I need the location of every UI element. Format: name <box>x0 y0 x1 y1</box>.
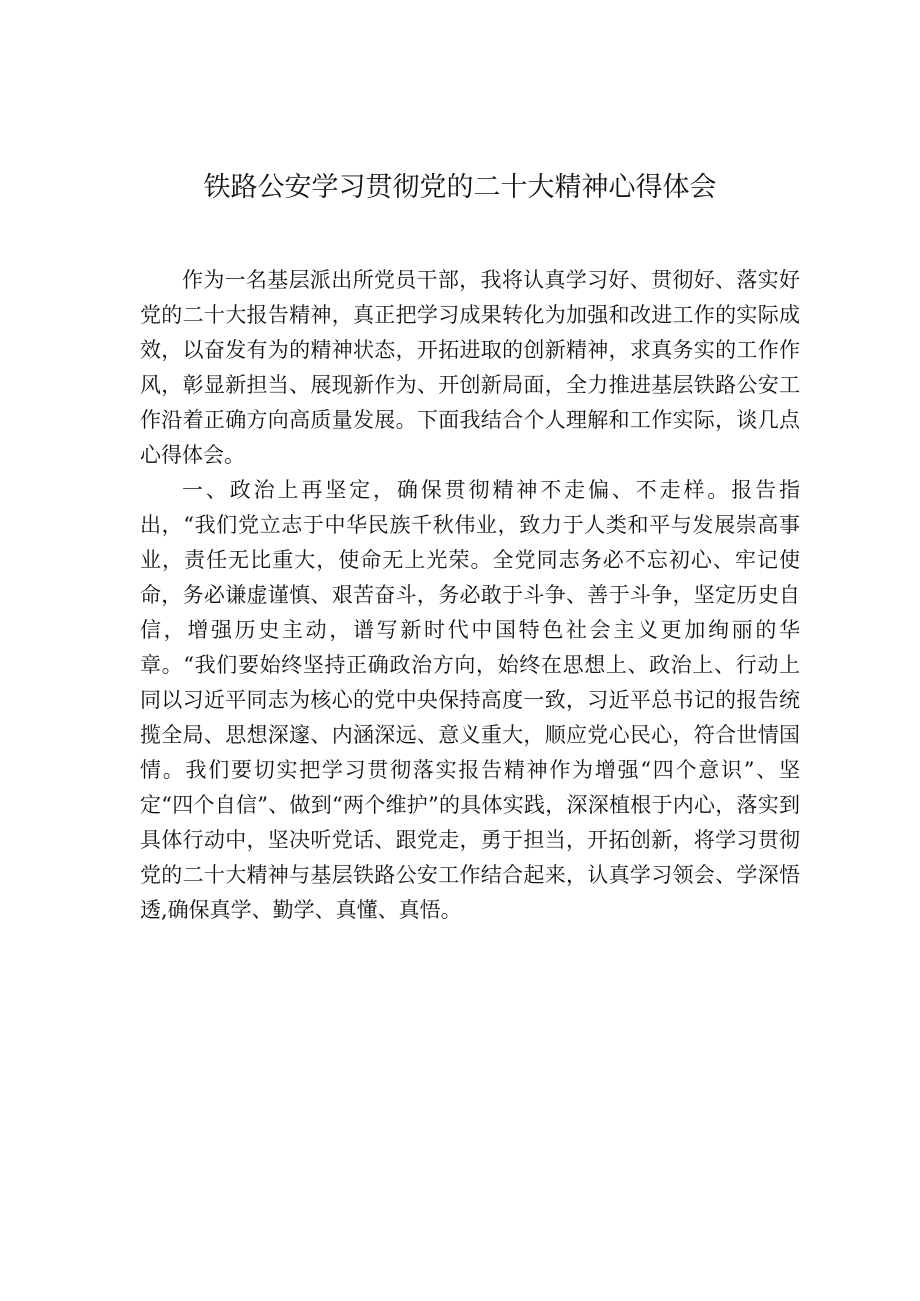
paragraph-intro: 作为一名基层派出所党员干部，我将认真学习好、贯彻好、落实好党的二十大报告精神，真正把学习成果转化为加强和改进工作的实际成效，以奋发有为的精神状态，开拓进取的创新精神，求真务实的工作作风，彰显新担当、展现新作为、开创新局面，全力推进基层铁路公安工作沿着正确方向高质量发展。下面我结合个人理解和工作实际，谈几点心得体会。 <box>140 268 800 467</box>
document-body <box>140 263 800 928</box>
paragraph-section-one: 一、政治上再坚定，确保贯彻精神不走偏、不走样。报告指出，“我们党立志于中华民族千秋伟业，致力于人类和平与发展崇高事业，责任无比重大，使命无上光荣。全党同志务必不忘初心、牢记使命，务必谦虚谨慎、艰苦奋斗，务必敢于斗争、善于斗争，坚定历史自信，增强历史主动，谱写新时代中国特色社会主义更加绚丽的华章。“我们要始终坚持正确政治方向，始终在思想上、政治上、行动上同以习近平同志为核心的党中央保持高度一致，习近平总书记的报告统揽全局、思想深邃、内涵深远、意义重大，顺应党心民心，符合世情国情。我们要切实把学习贯彻落实报告精神作为增强“四个意识”、坚定“四个自信”、做到“两个维护”的具体实践，深深植根于内心，落实到具体行动中，坚决听党话、跟党走，勇于担当，开拓创新，将学习贯彻党的二十大精神与基层铁路公安工作结合起来，认真学习领会、学深悟透,确保真学、勤学、真懂、真悟。 <box>140 478 800 922</box>
document-title: 铁路公安学习贯彻党的二十大精神心得体会 <box>203 172 717 203</box>
